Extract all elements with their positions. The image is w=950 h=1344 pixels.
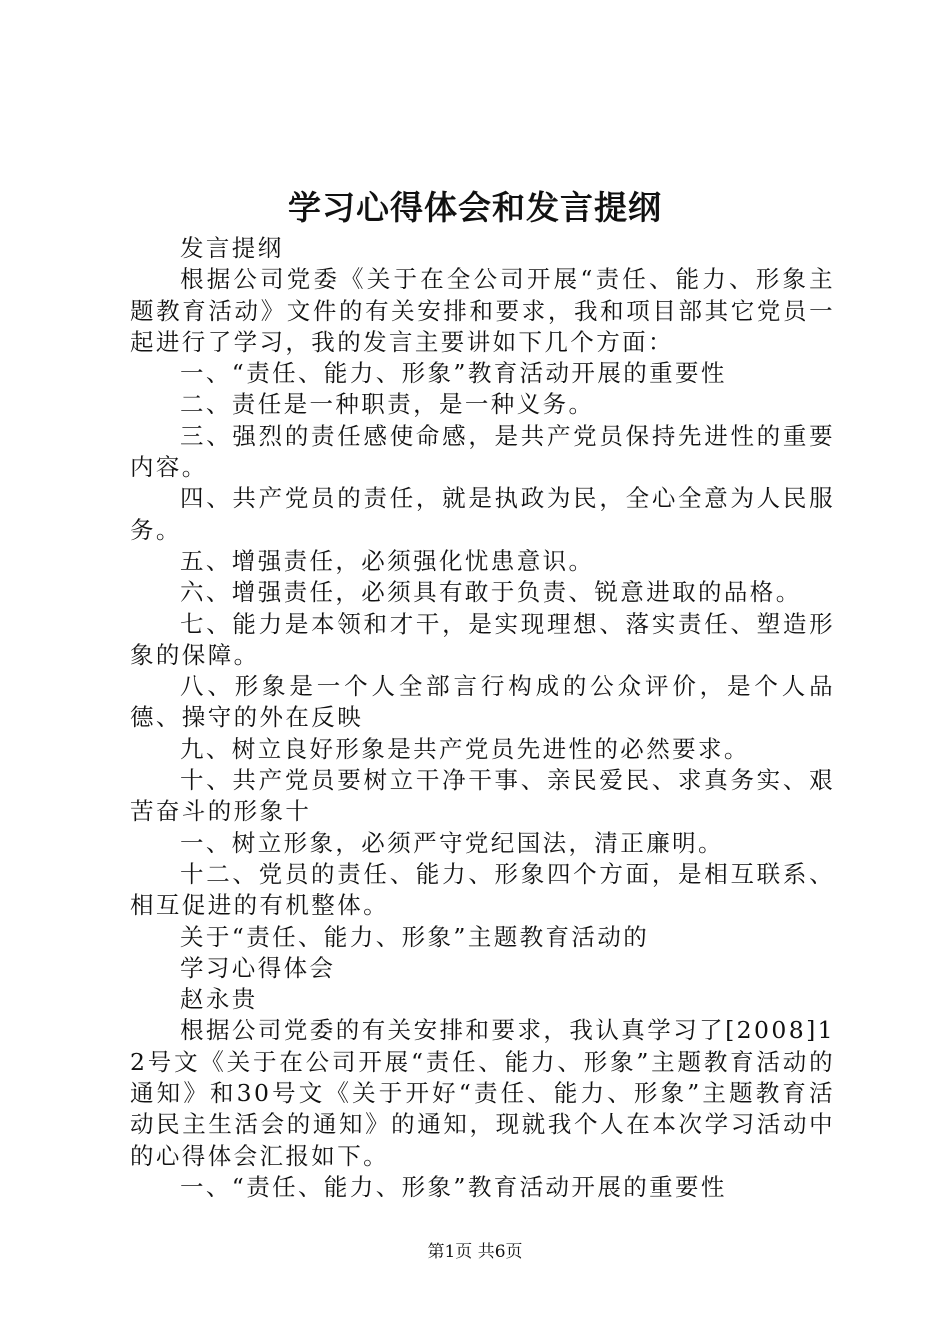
document-body [130,233,835,1203]
paragraph: 关于“责任、能力、形象”主题教育活动的 [180,922,650,951]
paragraph: 学习心得体会 [180,953,336,982]
paragraph: 一、“责任、能力、形象”教育活动开展的重要性 [180,1172,727,1201]
document-title: 学习心得体会和发言提纲 [288,188,662,227]
page-number-footer: 第1页 共6页 [427,1242,523,1262]
paragraph: 三、强烈的责任感使命感，是共产党员保持先进性的重要内容。 [130,421,835,482]
paragraph: 二、责任是一种职责，是一种义务。 [180,390,595,419]
paragraph: 四、共产党员的责任，就是执政为民，全心全意为人民服务。 [130,484,835,544]
paragraph: 一、“责任、能力、形象”教育活动开展的重要性 [180,359,727,388]
paragraph: 七、能力是本领和才干，是实现理想、落实责任、塑造形象的保障。 [130,609,835,669]
paragraph: 六、增强责任，必须具有敢于负责、锐意进取的品格。 [180,578,802,607]
paragraph: 十、共产党员要树立干净干事、亲民爱民、求真务实、艰苦奋斗的形象十 [130,766,835,826]
paragraph: 十二、党员的责任、能力、形象四个方面，是相互联系、相互促进的有机整体。 [130,859,835,920]
paragraph: 八、形象是一个人全部言行构成的公众评价，是个人品德、操守的外在反映 [130,672,835,732]
paragraph: 发言提纲 [180,234,284,262]
paragraph: 五、增强责任，必须强化忧患意识。 [180,546,595,575]
paragraph: 根据公司党委《关于在全公司开展“责任、能力、形象主题教育活动》文件的有关安排和要求，我和项目部其它党员一起进行了学习，我的发言主要讲如下几个方面： [130,265,835,356]
paragraph: 赵永贵 [180,985,258,1014]
paragraph: 一、树立形象，必须严守党纪国法，清正廉明。 [180,828,724,857]
paragraph: 九、树立良好形象是共产党员先进性的必然要求。 [180,734,750,763]
paragraph: 根据公司党委的有关安排和要求，我认真学习了[2008]12号文《关于在公司开展“责任、能力、形象”主题教育活动的通知》和30号文《关于开好“责任、能力、形象”主题教育活动民主生活会的通知》的通知，现就我个人在本次学习活动中的心得体会汇报如下。 [130,1016,835,1170]
